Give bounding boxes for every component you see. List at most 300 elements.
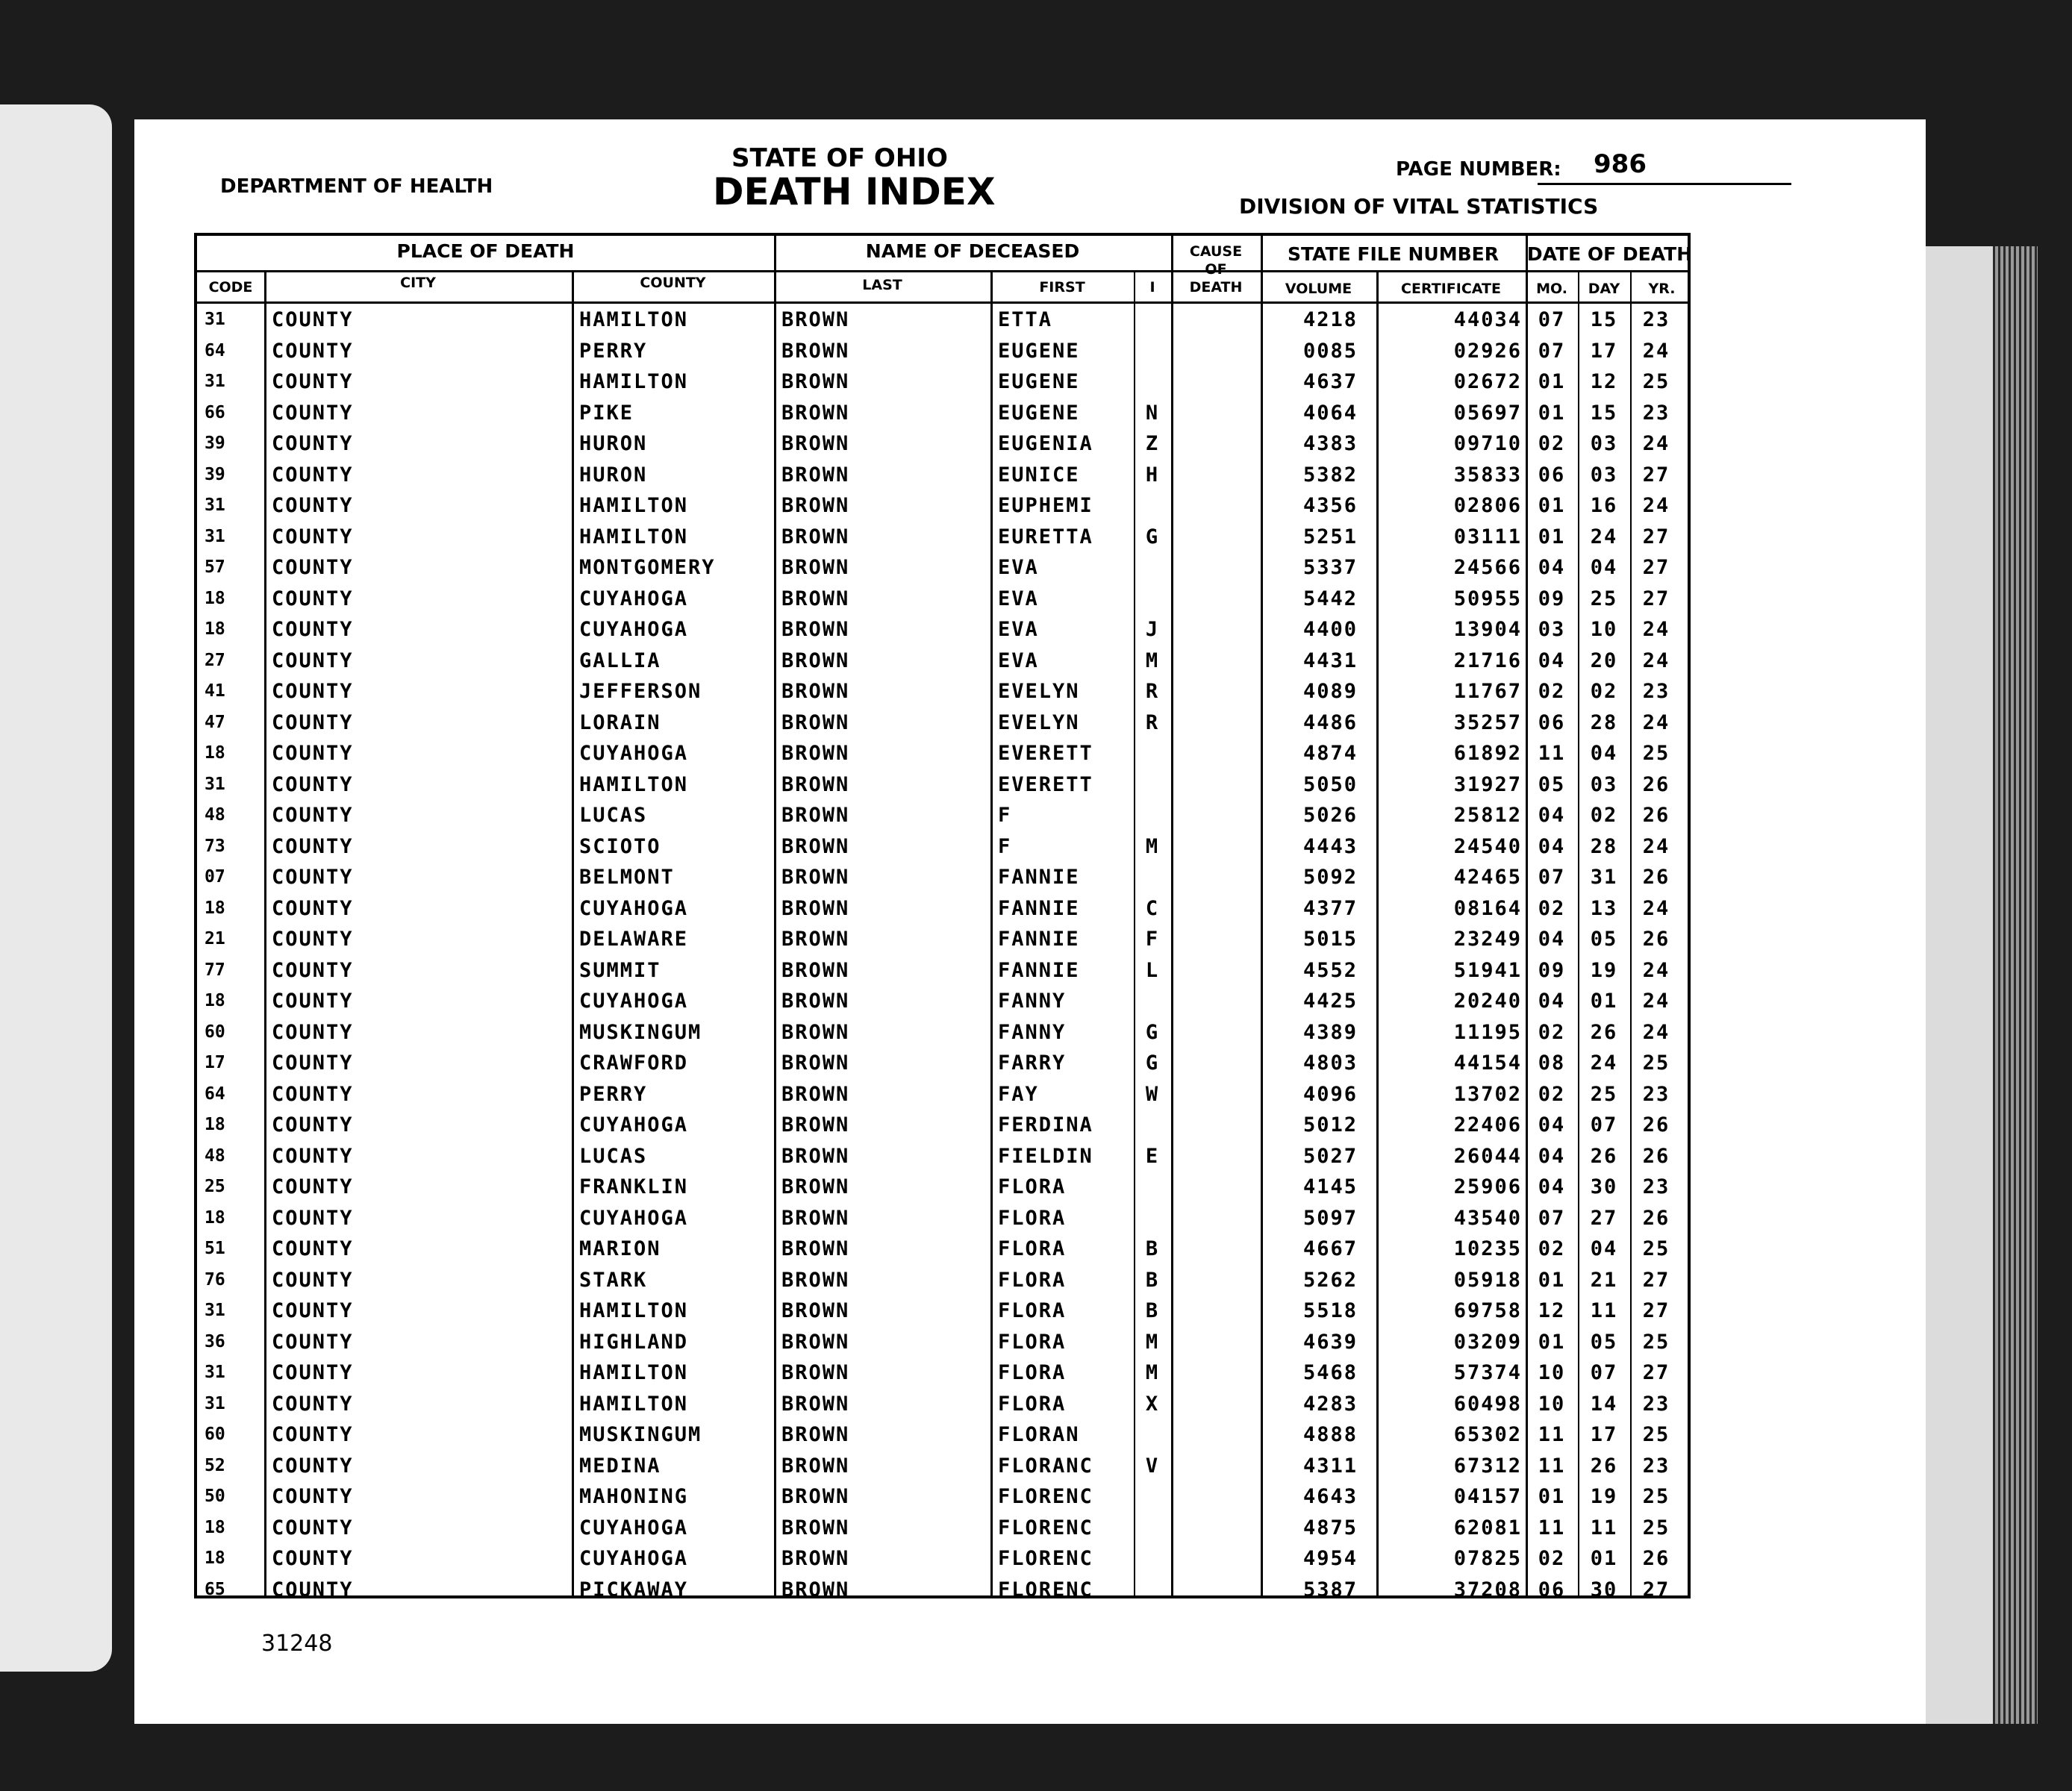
first-name-cell: FAY: [998, 1082, 1039, 1106]
adjacent-page-edge: [0, 104, 112, 1672]
day-cell: 11: [1590, 1299, 1618, 1322]
table-row: [197, 831, 1688, 863]
first-name-cell: FLORA: [998, 1237, 1067, 1260]
volume-cell: 4667: [1302, 1237, 1358, 1260]
year-cell: 23: [1642, 401, 1670, 425]
first-name-cell: FLORENC: [998, 1547, 1093, 1570]
county-cell: GALLIA: [579, 648, 661, 672]
county-cell: LORAIN: [579, 710, 661, 734]
last-name-cell: BROWN: [781, 1454, 850, 1478]
city-cell: COUNTY: [272, 1113, 354, 1137]
day-cell: 24: [1590, 1051, 1618, 1075]
volume-cell: 4643: [1302, 1485, 1358, 1508]
county-cell: HAMILTON: [579, 1392, 689, 1416]
volume-cell: 4888: [1302, 1423, 1358, 1446]
certificate-cell: 02672: [1453, 370, 1522, 393]
month-cell: 02: [1538, 1082, 1566, 1106]
first-name-cell: EUNICE: [998, 463, 1080, 487]
code-cell: 50: [205, 1487, 225, 1506]
city-cell: COUNTY: [272, 1144, 354, 1168]
day-cell: 02: [1590, 804, 1618, 827]
year-cell: 24: [1642, 834, 1670, 858]
table-row: [197, 1110, 1688, 1141]
day-cell: 04: [1590, 556, 1618, 579]
volume-cell: 4954: [1302, 1547, 1358, 1570]
initial-cell: G: [1145, 1020, 1160, 1044]
last-name-cell: BROWN: [781, 772, 850, 796]
volume-cell: 4145: [1302, 1175, 1358, 1198]
county-cell: LUCAS: [579, 804, 648, 827]
table-row: [197, 1017, 1688, 1048]
certificate-cell: 50955: [1453, 587, 1522, 610]
first-name-cell: FANNIE: [998, 866, 1080, 889]
month-cell: 01: [1538, 370, 1566, 393]
month-cell: 01: [1538, 525, 1566, 548]
month-cell: 09: [1538, 958, 1566, 982]
table-row: [197, 646, 1688, 677]
initial-cell: M: [1145, 834, 1160, 858]
table-row: [197, 1234, 1688, 1265]
first-name-cell: FLORA: [998, 1268, 1067, 1292]
county-cell: MEDINA: [579, 1454, 661, 1478]
volume-cell: 4311: [1302, 1454, 1358, 1478]
last-name-cell: BROWN: [781, 370, 850, 393]
cause-of-death-header-line3: DEATH: [1189, 279, 1243, 296]
year-cell: 27: [1642, 1268, 1670, 1292]
last-name-cell: BROWN: [781, 742, 850, 765]
city-header: CITY: [400, 275, 436, 291]
county-cell: HAMILTON: [579, 772, 689, 796]
initial-header: I: [1149, 279, 1155, 296]
county-cell: CRAWFORD: [579, 1051, 689, 1075]
county-cell: HAMILTON: [579, 525, 689, 548]
first-name-cell: FLORA: [998, 1299, 1067, 1322]
day-cell: 17: [1590, 339, 1618, 363]
code-cell: 39: [205, 464, 225, 484]
page-number: 986: [1594, 149, 1647, 179]
certificate-cell: 35833: [1453, 463, 1522, 487]
certificate-cell: 21716: [1453, 648, 1522, 672]
code-cell: 48: [205, 805, 225, 825]
code-cell: 31: [205, 1393, 225, 1413]
year-cell: 25: [1642, 1516, 1670, 1540]
table-row: [197, 1543, 1688, 1575]
day-cell: 12: [1590, 370, 1618, 393]
volume-cell: 4283: [1302, 1392, 1358, 1416]
volume-cell: 5050: [1302, 772, 1358, 796]
date-of-death-header: DATE OF DEATH: [1526, 243, 1693, 265]
last-name-cell: BROWN: [781, 1361, 850, 1384]
month-cell: 02: [1538, 680, 1566, 703]
first-name-cell: FLORAN: [998, 1423, 1080, 1446]
last-name-cell: BROWN: [781, 1237, 850, 1260]
code-cell: 60: [205, 1022, 225, 1042]
volume-cell: 4552: [1302, 958, 1358, 982]
certificate-cell: 57374: [1453, 1361, 1522, 1384]
year-cell: 25: [1642, 1237, 1670, 1260]
county-header: COUNTY: [640, 275, 706, 291]
county-cell: CUYAHOGA: [579, 990, 689, 1013]
county-cell: CUYAHOGA: [579, 587, 689, 610]
code-cell: 64: [205, 1084, 225, 1104]
certificate-cell: 62081: [1453, 1516, 1522, 1540]
volume-cell: 5387: [1302, 1578, 1358, 1601]
day-cell: 07: [1590, 1113, 1618, 1137]
page-stack-lines: [1993, 246, 2038, 1724]
table-row: [197, 366, 1688, 398]
county-cell: STARK: [579, 1268, 648, 1292]
initial-cell: E: [1145, 1144, 1160, 1168]
month-cell: 10: [1538, 1361, 1566, 1384]
day-cell: 31: [1590, 866, 1618, 889]
city-cell: COUNTY: [272, 1082, 354, 1106]
volume-cell: 5518: [1302, 1299, 1358, 1322]
certificate-cell: 24566: [1453, 556, 1522, 579]
volume-cell: 4400: [1302, 618, 1358, 641]
last-name-cell: BROWN: [781, 896, 850, 920]
year-cell: 27: [1642, 1361, 1670, 1384]
day-cell: 17: [1590, 1423, 1618, 1446]
day-cell: 19: [1590, 1485, 1618, 1508]
certificate-cell: 02926: [1453, 339, 1522, 363]
year-cell: 24: [1642, 432, 1670, 455]
county-cell: CUYAHOGA: [579, 1547, 689, 1570]
initial-cell: Z: [1145, 432, 1160, 455]
state-file-number-header: STATE FILE NUMBER: [1288, 243, 1499, 265]
table-row: [197, 707, 1688, 739]
county-cell: CUYAHOGA: [579, 1516, 689, 1540]
city-cell: COUNTY: [272, 648, 354, 672]
code-cell: 18: [205, 898, 225, 918]
year-cell: 26: [1642, 928, 1670, 951]
first-name-cell: EUGENE: [998, 370, 1080, 393]
month-cell: 02: [1538, 1237, 1566, 1260]
initial-cell: M: [1145, 648, 1160, 672]
certificate-cell: 20240: [1453, 990, 1522, 1013]
certificate-cell: 09710: [1453, 432, 1522, 455]
county-cell: BELMONT: [579, 866, 675, 889]
city-cell: COUNTY: [272, 494, 354, 517]
code-header: CODE: [208, 279, 253, 296]
county-cell: PERRY: [579, 339, 648, 363]
month-cell: 01: [1538, 494, 1566, 517]
certificate-cell: 24540: [1453, 834, 1522, 858]
code-cell: 18: [205, 991, 225, 1010]
city-cell: COUNTY: [272, 401, 354, 425]
certificate-cell: 67312: [1453, 1454, 1522, 1478]
month-cell: 01: [1538, 401, 1566, 425]
code-cell: 31: [205, 1363, 225, 1382]
city-cell: COUNTY: [272, 432, 354, 455]
county-cell: LUCAS: [579, 1144, 648, 1168]
month-cell: 10: [1538, 1392, 1566, 1416]
volume-cell: 4096: [1302, 1082, 1358, 1106]
first-name-cell: EUGENIA: [998, 432, 1093, 455]
county-cell: HIGHLAND: [579, 1330, 689, 1354]
table-row: [197, 1141, 1688, 1172]
volume-cell: 5337: [1302, 556, 1358, 579]
certificate-cell: 35257: [1453, 710, 1522, 734]
certificate-cell: 69758: [1453, 1299, 1522, 1322]
city-cell: COUNTY: [272, 1454, 354, 1478]
year-cell: 27: [1642, 463, 1670, 487]
county-cell: PIKE: [579, 401, 634, 425]
certificate-cell: 22406: [1453, 1113, 1522, 1137]
month-cell: 04: [1538, 556, 1566, 579]
day-cell: 20: [1590, 648, 1618, 672]
certificate-cell: 43540: [1453, 1206, 1522, 1230]
city-cell: COUNTY: [272, 680, 354, 703]
first-name-cell: F: [998, 804, 1012, 827]
year-cell: 27: [1642, 556, 1670, 579]
initial-cell: B: [1145, 1299, 1160, 1322]
year-cell: 27: [1642, 1299, 1670, 1322]
first-name-cell: FERDINA: [998, 1113, 1093, 1137]
city-cell: COUNTY: [272, 1547, 354, 1570]
code-cell: 41: [205, 681, 225, 701]
last-name-cell: BROWN: [781, 1206, 850, 1230]
certificate-cell: 25812: [1453, 804, 1522, 827]
last-name-cell: BROWN: [781, 1547, 850, 1570]
table-row: [197, 1295, 1688, 1327]
day-cell: 30: [1590, 1578, 1618, 1601]
year-cell: 26: [1642, 866, 1670, 889]
initial-cell: M: [1145, 1330, 1160, 1354]
year-cell: 26: [1642, 1547, 1670, 1570]
page-number-label: PAGE NUMBER:: [1396, 158, 1561, 181]
year-cell: 23: [1642, 1392, 1670, 1416]
form-number: 31248: [261, 1631, 333, 1657]
month-cell: 01: [1538, 1330, 1566, 1354]
certificate-cell: 42465: [1453, 866, 1522, 889]
city-cell: COUNTY: [272, 710, 354, 734]
city-cell: COUNTY: [272, 1361, 354, 1384]
city-cell: COUNTY: [272, 587, 354, 610]
code-cell: 31: [205, 310, 225, 329]
city-cell: COUNTY: [272, 866, 354, 889]
table-row: [197, 398, 1688, 429]
last-name-cell: BROWN: [781, 494, 850, 517]
last-name-cell: BROWN: [781, 1392, 850, 1416]
page-number-underline: [1538, 183, 1791, 185]
city-cell: COUNTY: [272, 308, 354, 331]
city-cell: COUNTY: [272, 1299, 354, 1322]
day-cell: 07: [1590, 1361, 1618, 1384]
code-cell: 51: [205, 1239, 225, 1258]
last-name-cell: BROWN: [781, 990, 850, 1013]
day-cell: 10: [1590, 618, 1618, 641]
code-cell: 17: [205, 1053, 225, 1072]
year-cell: 27: [1642, 1578, 1670, 1601]
day-cell: 26: [1590, 1454, 1618, 1478]
last-name-cell: BROWN: [781, 401, 850, 425]
first-name-cell: FLORANC: [998, 1454, 1093, 1478]
first-name-cell: FLORA: [998, 1206, 1067, 1230]
certificate-cell: 60498: [1453, 1392, 1522, 1416]
volume-cell: 4383: [1302, 432, 1358, 455]
first-name-cell: EVA: [998, 556, 1039, 579]
code-cell: 31: [205, 774, 225, 794]
year-cell: 23: [1642, 680, 1670, 703]
year-cell: 25: [1642, 742, 1670, 765]
year-cell: 26: [1642, 1144, 1670, 1168]
county-cell: HAMILTON: [579, 1361, 689, 1384]
city-cell: COUNTY: [272, 463, 354, 487]
initial-cell: N: [1145, 401, 1160, 425]
initial-cell: R: [1145, 680, 1160, 703]
code-cell: 65: [205, 1579, 225, 1599]
year-cell: 24: [1642, 710, 1670, 734]
table-row: [197, 1451, 1688, 1482]
code-cell: 36: [205, 1331, 225, 1351]
volume-cell: 4639: [1302, 1330, 1358, 1354]
volume-cell: 4389: [1302, 1020, 1358, 1044]
city-cell: COUNTY: [272, 1237, 354, 1260]
last-name-cell: BROWN: [781, 308, 850, 331]
city-cell: COUNTY: [272, 1516, 354, 1540]
month-cell: 04: [1538, 928, 1566, 951]
table-row: [197, 800, 1688, 831]
county-cell: HAMILTON: [579, 494, 689, 517]
code-cell: 21: [205, 929, 225, 948]
code-cell: 25: [205, 1177, 225, 1196]
initial-cell: G: [1145, 1051, 1160, 1075]
volume-cell: 5382: [1302, 463, 1358, 487]
code-cell: 57: [205, 557, 225, 577]
month-cell: 11: [1538, 1454, 1566, 1478]
year-cell: 23: [1642, 1082, 1670, 1106]
month-cell: 04: [1538, 1144, 1566, 1168]
county-cell: CUYAHOGA: [579, 742, 689, 765]
first-name-cell: FLORENC: [998, 1578, 1093, 1601]
certificate-cell: 31927: [1453, 772, 1522, 796]
city-cell: COUNTY: [272, 1578, 354, 1601]
county-cell: MUSKINGUM: [579, 1020, 702, 1044]
day-cell: 02: [1590, 680, 1618, 703]
code-cell: 48: [205, 1145, 225, 1166]
city-cell: COUNTY: [272, 896, 354, 920]
certificate-cell: 26044: [1453, 1144, 1522, 1168]
first-name-cell: FIELDIN: [998, 1144, 1093, 1168]
county-cell: DELAWARE: [579, 928, 689, 951]
page-title: DEATH INDEX: [713, 170, 996, 213]
day-cell: 16: [1590, 494, 1618, 517]
first-name-header: FIRST: [1039, 279, 1085, 296]
first-name-cell: FANNY: [998, 990, 1067, 1013]
year-cell: 23: [1642, 1454, 1670, 1478]
first-name-cell: EUGENE: [998, 339, 1080, 363]
certificate-cell: 51941: [1453, 958, 1522, 982]
last-name-cell: BROWN: [781, 432, 850, 455]
certificate-cell: 10235: [1453, 1237, 1522, 1260]
initial-cell: H: [1145, 463, 1160, 487]
last-name-cell: BROWN: [781, 1578, 850, 1601]
county-cell: MAHONING: [579, 1485, 689, 1508]
month-cell: 04: [1538, 834, 1566, 858]
first-name-cell: EVERETT: [998, 742, 1093, 765]
year-cell: 26: [1642, 1206, 1670, 1230]
city-cell: COUNTY: [272, 1020, 354, 1044]
certificate-cell: 05918: [1453, 1268, 1522, 1292]
certificate-cell: 25906: [1453, 1175, 1522, 1198]
city-cell: COUNTY: [272, 742, 354, 765]
last-name-cell: BROWN: [781, 928, 850, 951]
city-cell: COUNTY: [272, 1423, 354, 1446]
city-cell: COUNTY: [272, 804, 354, 827]
volume-cell: 4875: [1302, 1516, 1358, 1540]
volume-cell: 4425: [1302, 990, 1358, 1013]
month-cell: 03: [1538, 618, 1566, 641]
volume-cell: 4218: [1302, 308, 1358, 331]
day-cell: 28: [1590, 710, 1618, 734]
table-row: [197, 490, 1688, 522]
city-cell: COUNTY: [272, 370, 354, 393]
table-row: [197, 769, 1688, 801]
initial-cell: F: [1145, 928, 1160, 951]
day-cell: 25: [1590, 587, 1618, 610]
last-name-cell: BROWN: [781, 1485, 850, 1508]
code-cell: 18: [205, 743, 225, 763]
code-cell: 77: [205, 960, 225, 980]
table-row: [197, 1265, 1688, 1296]
year-cell: 24: [1642, 896, 1670, 920]
volume-cell: 4356: [1302, 494, 1358, 517]
day-cell: 19: [1590, 958, 1618, 982]
volume-cell: 4637: [1302, 370, 1358, 393]
certificate-cell: 65302: [1453, 1423, 1522, 1446]
county-cell: CUYAHOGA: [579, 1206, 689, 1230]
day-cell: 11: [1590, 1516, 1618, 1540]
month-cell: 04: [1538, 648, 1566, 672]
month-cell: 04: [1538, 804, 1566, 827]
year-cell: 24: [1642, 1020, 1670, 1044]
volume-cell: 5251: [1302, 525, 1358, 548]
month-cell: 04: [1538, 990, 1566, 1013]
county-cell: HURON: [579, 463, 648, 487]
first-name-cell: EVERETT: [998, 772, 1093, 796]
day-cell: 01: [1590, 1547, 1618, 1570]
initial-cell: C: [1145, 896, 1160, 920]
day-cell: 14: [1590, 1392, 1618, 1416]
certificate-cell: 44034: [1453, 308, 1522, 331]
volume-cell: 4377: [1302, 896, 1358, 920]
day-header: DAY: [1588, 281, 1620, 297]
last-name-cell: BROWN: [781, 525, 850, 548]
year-cell: 26: [1642, 1113, 1670, 1137]
table-row: [197, 1327, 1688, 1358]
day-cell: 04: [1590, 1237, 1618, 1260]
year-cell: 25: [1642, 1485, 1670, 1508]
month-cell: 07: [1538, 308, 1566, 331]
year-cell: 25: [1642, 1051, 1670, 1075]
volume-cell: 5262: [1302, 1268, 1358, 1292]
volume-cell: 5442: [1302, 587, 1358, 610]
volume-cell: 5097: [1302, 1206, 1358, 1230]
city-cell: COUNTY: [272, 1268, 354, 1292]
initial-cell: X: [1145, 1392, 1160, 1416]
year-cell: 24: [1642, 958, 1670, 982]
code-cell: 31: [205, 496, 225, 515]
city-cell: COUNTY: [272, 1392, 354, 1416]
county-cell: PERRY: [579, 1082, 648, 1106]
table-row: [197, 955, 1688, 987]
initial-cell: G: [1145, 525, 1160, 548]
table-row: [197, 676, 1688, 707]
month-cell: 02: [1538, 1547, 1566, 1570]
year-cell: 26: [1642, 804, 1670, 827]
code-cell: 18: [205, 619, 225, 639]
year-cell: 25: [1642, 1330, 1670, 1354]
